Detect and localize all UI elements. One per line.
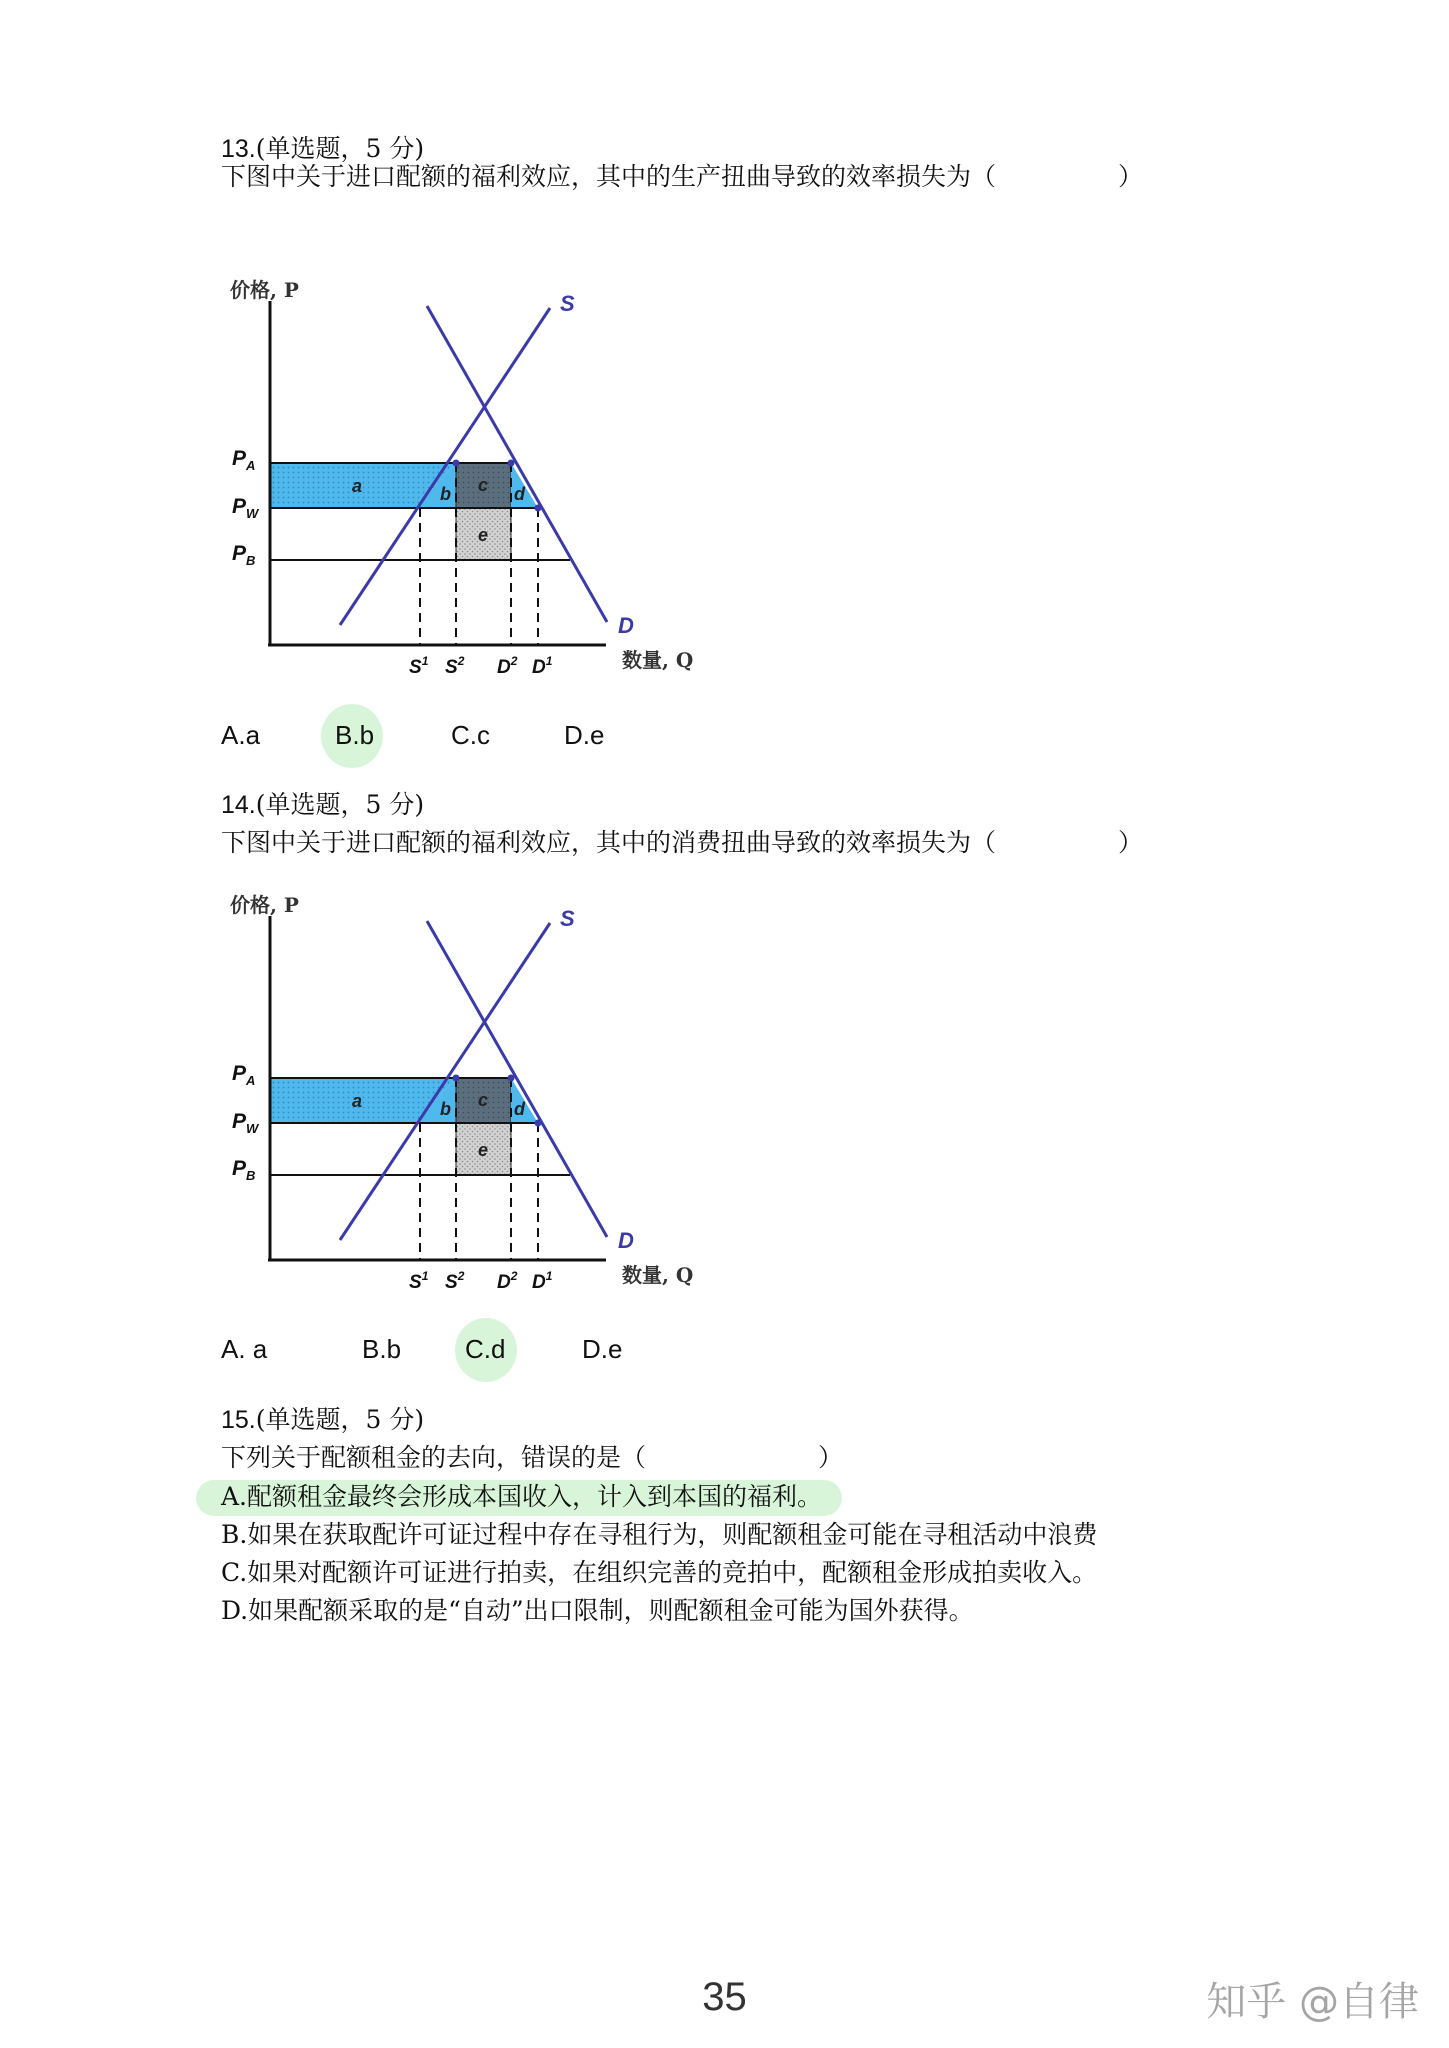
- q13-y-axis-label: 价格, P: [230, 278, 299, 302]
- q13-demand-label: D: [618, 613, 634, 638]
- q14-pa-label: $P_A$: [232, 1062, 256, 1088]
- q14-label-c: c: [478, 1090, 489, 1110]
- q14-option-c[interactable]: C.d: [465, 1334, 506, 1364]
- q14-header: [221, 788, 424, 822]
- q15-type: (单选题，5 分): [255, 1405, 425, 1434]
- q13-type: (单选题，5 分): [255, 134, 425, 163]
- q14-close-paren: ）: [1118, 828, 1144, 857]
- q14-option-d[interactable]: D.e: [582, 1334, 623, 1364]
- q15-close-paren: ）: [818, 1443, 844, 1472]
- q13-figure: [216, 275, 716, 685]
- q13-question: 下图中关于进口配额的福利效应，其中的生产扭曲导致的效率损失为（: [221, 162, 997, 191]
- q14-point-pw-d: [535, 1120, 542, 1127]
- q14-s1-label: $S^1$: [409, 1269, 429, 1293]
- q14-demand-label: D: [618, 1228, 634, 1253]
- q13-x-axis-label: 数量, Q: [622, 648, 694, 672]
- q13-label-e: e: [478, 525, 489, 545]
- q14-x-axis-label: 数量, Q: [622, 1263, 694, 1287]
- q15-number: 15.: [221, 1406, 256, 1434]
- q14-supply-label: S: [560, 906, 575, 931]
- q15-question: 下列关于配额租金的去向，错误的是（: [221, 1443, 647, 1472]
- q13-pa-label: $P_A$: [232, 447, 256, 473]
- q14-y-axis-label: 价格, P: [230, 893, 299, 917]
- q13-option-b[interactable]: B.b: [335, 720, 375, 750]
- q13-label-b: b: [440, 484, 451, 504]
- q14-type: (单选题，5 分): [255, 790, 425, 819]
- q13-label-d: d: [514, 484, 525, 504]
- q14-pw-label: $P_W$: [232, 1110, 259, 1136]
- q14-label-d: d: [514, 1099, 525, 1119]
- q14-s2-label: $S^2$: [445, 1269, 465, 1293]
- page-number: 35: [702, 1975, 747, 2019]
- q13-number: 13.: [221, 135, 256, 163]
- q15-option-a[interactable]: A.配额租金最终会形成本国收入，计入到本国的福利。: [221, 1482, 823, 1511]
- q13-d1-label: $D^1$: [532, 654, 553, 678]
- q15-header: [221, 1403, 424, 1437]
- q14-option-a[interactable]: A. a: [221, 1334, 268, 1364]
- q14-d2-label: $D^2$: [497, 1269, 518, 1293]
- q14-point-pa-s: [453, 1075, 460, 1082]
- q13-label-c: c: [478, 475, 489, 495]
- q14-label-a: a: [352, 1091, 363, 1111]
- q13-supply-label: S: [560, 291, 575, 316]
- q13-point-pa-d: [508, 460, 515, 467]
- q13-s2-label: $S^2$: [445, 654, 465, 678]
- q14-question: 下图中关于进口配额的福利效应，其中的消费扭曲导致的效率损失为（: [221, 828, 997, 857]
- q14-label-b: b: [440, 1099, 451, 1119]
- q13-pb-label: $P_B$: [232, 542, 256, 568]
- q13-d2-label: $D^2$: [497, 654, 518, 678]
- q15-option-b[interactable]: B.如果在获取配许可证过程中存在寻租行为，则配额租金可能在寻租活动中浪费: [221, 1520, 1098, 1549]
- q13-option-d[interactable]: D.e: [564, 720, 605, 750]
- q13-s1-label: $S^1$: [409, 654, 429, 678]
- q14-figure: [216, 890, 716, 1300]
- q14-option-b[interactable]: B.b: [362, 1334, 402, 1364]
- q13-option-a[interactable]: A.a: [221, 720, 261, 750]
- q13-pw-label: $P_W$: [232, 495, 259, 521]
- q13-label-a: a: [352, 476, 363, 496]
- q15-option-d[interactable]: D.如果配额采取的是“自动”出口限制，则配额租金可能为国外获得。: [221, 1596, 974, 1625]
- q13-point-pa-s: [453, 460, 460, 467]
- q14-point-pa-d: [508, 1075, 515, 1082]
- zhihu-watermark: 知乎 @自律: [1206, 1979, 1419, 2025]
- q13-point-pw-d: [535, 505, 542, 512]
- q14-pb-label: $P_B$: [232, 1157, 256, 1183]
- q13-option-c[interactable]: C.c: [451, 720, 490, 750]
- q14-number: 14.: [221, 791, 256, 819]
- q14-label-e: e: [478, 1140, 489, 1160]
- q14-d1-label: $D^1$: [532, 1269, 553, 1293]
- q15-option-c[interactable]: C.如果对配额许可证进行拍卖，在组织完善的竞拍中，配额租金形成拍卖收入。: [221, 1558, 1098, 1587]
- q13-close-paren: ）: [1118, 162, 1144, 191]
